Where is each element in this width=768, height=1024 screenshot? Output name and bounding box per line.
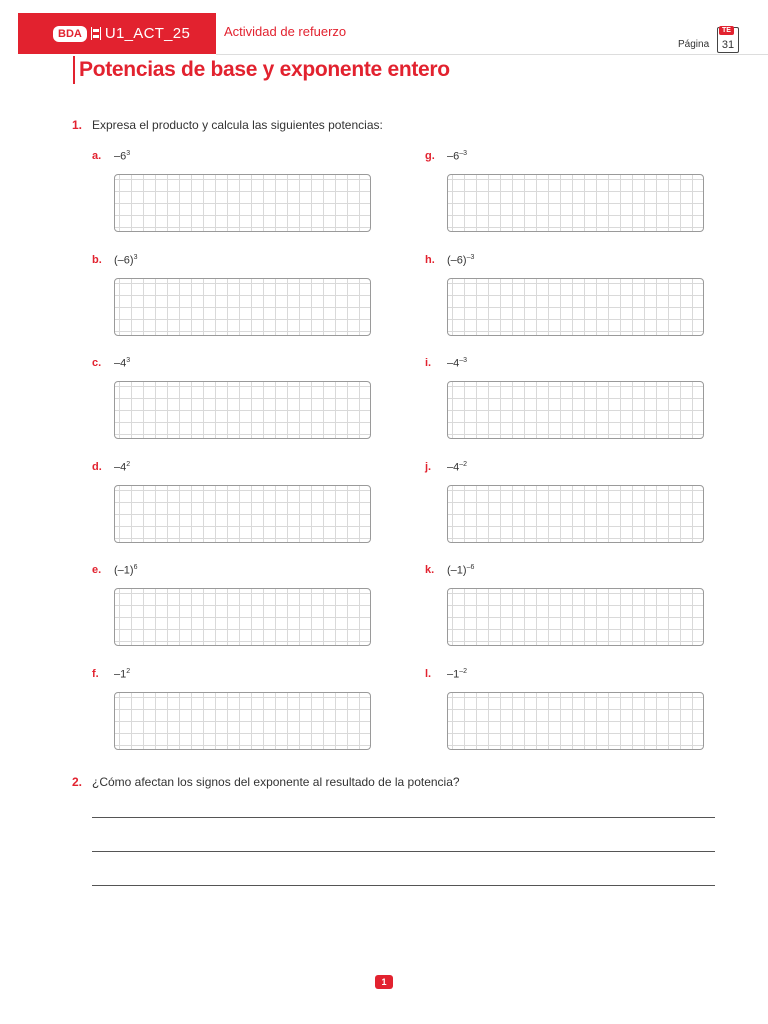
power-exponent: –3 xyxy=(459,357,468,364)
answer-line-3[interactable] xyxy=(92,885,715,886)
exercise-expression xyxy=(114,564,137,577)
separator-icon xyxy=(91,27,101,40)
power-exponent: –2 xyxy=(459,667,468,675)
question-1-text: Expresa el producto y calcula las siguientes potencias: xyxy=(92,118,383,132)
answer-grid[interactable] xyxy=(447,588,704,646)
question-2-text: ¿Cómo afectan los signos del exponente al resultado de la potencia? xyxy=(92,775,460,789)
question-1-number: 1. xyxy=(72,118,83,132)
exercise-letter: h. xyxy=(425,253,435,266)
activity-type: Actividad de refuerzo xyxy=(224,24,347,39)
answer-grid[interactable] xyxy=(447,174,704,232)
exercise-letter: f. xyxy=(92,667,99,680)
page-number: 31 xyxy=(721,39,735,51)
exercise-letter: c. xyxy=(92,357,102,369)
power-base: –4 xyxy=(114,461,127,474)
power-base: –6 xyxy=(447,150,460,163)
power-base: –6 xyxy=(114,150,127,163)
answer-line-1[interactable] xyxy=(92,817,715,818)
answer-grid[interactable] xyxy=(114,588,371,646)
power-base: –1 xyxy=(447,668,460,681)
power-exponent: –6 xyxy=(466,564,475,571)
page-tab: TE xyxy=(719,26,734,35)
exercise-letter: d. xyxy=(92,460,102,473)
exercise-expression xyxy=(114,461,130,474)
page-title: Potencias de base y exponente entero xyxy=(79,58,450,81)
answer-grid[interactable] xyxy=(114,692,371,750)
exercise-letter: g. xyxy=(425,150,435,162)
exercise-letter: i. xyxy=(425,357,432,369)
footer-page-badge: 1 xyxy=(375,975,393,989)
activity-code: U1_ACT_25 xyxy=(104,25,191,42)
exercise-expression xyxy=(447,357,467,370)
power-exponent: 3 xyxy=(133,253,138,261)
answer-grid[interactable] xyxy=(114,174,371,232)
exercise-expression xyxy=(447,254,474,267)
power-exponent: 3 xyxy=(126,150,131,157)
bda-logo: BDA xyxy=(53,26,87,42)
power-base: (–6) xyxy=(447,254,467,267)
answer-grid[interactable] xyxy=(114,381,371,439)
power-exponent: 6 xyxy=(133,564,138,571)
exercise-letter: j. xyxy=(425,460,432,473)
question-2-number: 2. xyxy=(72,775,83,789)
answer-grid[interactable] xyxy=(114,278,371,336)
exercise-expression xyxy=(114,668,130,681)
header-divider xyxy=(216,54,768,55)
exercise-expression xyxy=(114,150,130,163)
power-base: (–1) xyxy=(447,564,467,577)
exercise-letter: e. xyxy=(92,564,102,576)
exercise-expression xyxy=(447,668,467,681)
power-exponent: 2 xyxy=(126,667,131,675)
answer-line-2[interactable] xyxy=(92,851,715,852)
power-base: –1 xyxy=(114,668,127,681)
answer-grid[interactable] xyxy=(447,381,704,439)
title-accent-bar xyxy=(73,56,75,84)
exercise-expression xyxy=(447,564,474,577)
exercise-letter: b. xyxy=(92,253,102,266)
page-reference-icon xyxy=(717,27,739,53)
exercise-expression xyxy=(447,150,467,163)
exercise-expression xyxy=(114,357,130,370)
power-base: (–1) xyxy=(114,564,134,577)
power-exponent: –3 xyxy=(466,253,475,261)
answer-grid[interactable] xyxy=(114,485,371,543)
power-base: –4 xyxy=(114,357,127,370)
power-exponent: –2 xyxy=(459,460,468,468)
power-base: –4 xyxy=(447,461,460,474)
power-exponent: 2 xyxy=(126,460,131,468)
power-base: (–6) xyxy=(114,254,134,267)
exercise-letter: k. xyxy=(425,564,435,576)
power-base: –4 xyxy=(447,357,460,370)
power-exponent: –3 xyxy=(459,150,468,157)
exercise-expression xyxy=(447,461,467,474)
answer-grid[interactable] xyxy=(447,278,704,336)
exercise-expression xyxy=(114,254,137,267)
answer-grid[interactable] xyxy=(447,485,704,543)
header-band xyxy=(18,13,216,54)
exercise-letter: l. xyxy=(425,667,432,680)
power-exponent: 3 xyxy=(126,357,131,364)
page-label: Página xyxy=(678,39,710,50)
answer-grid[interactable] xyxy=(447,692,704,750)
exercise-letter: a. xyxy=(92,150,102,162)
